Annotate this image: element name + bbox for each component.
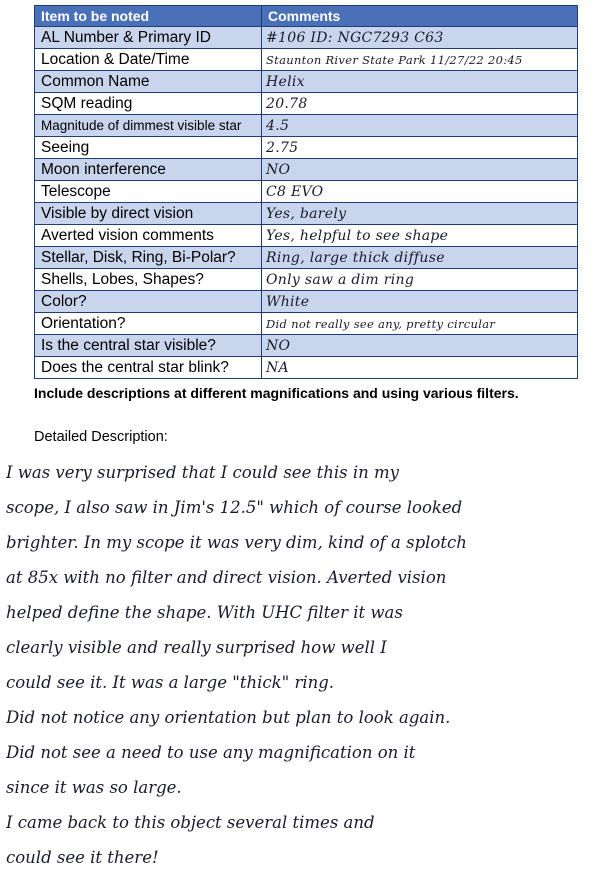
table-row-central-star-visible [35, 335, 578, 357]
item-label: Telescope [35, 181, 262, 203]
comment-value: Yes, helpful to see shape [266, 227, 449, 244]
description-line: I was very surprised that I could see this in my [6, 463, 399, 482]
observation-form-table [34, 5, 578, 379]
item-label: Location & Date/Time [35, 49, 262, 71]
description-line: at 85x with no filter and direct vision. Averted vision [6, 568, 447, 587]
description-line: scope, I also saw in Jim's 12.5" which of course looked [6, 498, 463, 517]
item-label: Magnitude of dimmest visible star [35, 115, 262, 137]
comment-value: Yes, barely [266, 205, 347, 222]
comment-cell [262, 313, 578, 335]
table-row-magnitude [35, 115, 578, 137]
item-label: Visible by direct vision [35, 203, 262, 225]
comment-value: Helix [266, 73, 305, 90]
table-row-moon [35, 159, 578, 181]
comment-value: #106 ID: NGC7293 C63 [266, 29, 444, 46]
comment-value: Did not really see any, pretty circular [266, 316, 496, 331]
table-row-sqm [35, 93, 578, 115]
table-row-stellar-disk [35, 247, 578, 269]
description-line: brighter. In my scope it was very dim, kind of a splotch [6, 533, 467, 552]
table-header-row [35, 6, 578, 27]
instruction-text: Include descriptions at different magnifications and using various filters. [34, 385, 519, 401]
comment-value: White [266, 293, 310, 310]
comment-value: Only saw a dim ring [266, 271, 415, 288]
item-label: Moon interference [35, 159, 262, 181]
comment-cell [262, 291, 578, 313]
table-row-shells-lobes [35, 269, 578, 291]
item-label: Seeing [35, 137, 262, 159]
table-row-color [35, 291, 578, 313]
table-row-central-star-blink [35, 357, 578, 379]
comment-cell [262, 115, 578, 137]
item-label: Does the central star blink? [35, 357, 262, 379]
comment-value: NO [266, 161, 291, 178]
item-label: Color? [35, 291, 262, 313]
description-line: helped define the shape. With UHC filter it was [6, 603, 403, 622]
comment-cell [262, 335, 578, 357]
comment-cell [262, 49, 578, 71]
table-row-seeing [35, 137, 578, 159]
comment-cell [262, 93, 578, 115]
comment-value: 4.5 [266, 117, 290, 134]
table-row-averted-vision [35, 225, 578, 247]
comment-value: 2.75 [266, 139, 299, 156]
comment-cell [262, 247, 578, 269]
description-line: Did not notice any orientation but plan to look again. [6, 708, 451, 727]
comment-cell [262, 71, 578, 93]
comment-cell [262, 137, 578, 159]
item-label: Is the central star visible? [35, 335, 262, 357]
table-row-orientation [35, 313, 578, 335]
comment-value: C8 EVO [266, 183, 324, 200]
item-label: Shells, Lobes, Shapes? [35, 269, 262, 291]
comment-value: NA [266, 359, 289, 376]
item-label: Orientation? [35, 313, 262, 335]
comment-value: NO [266, 337, 291, 354]
description-line: Did not see a need to use any magnification on it [6, 743, 416, 762]
handwritten-description [6, 455, 594, 875]
description-line: I came back to this object several times and [6, 813, 375, 832]
table-row-common-name [35, 71, 578, 93]
header-item: Item to be noted [35, 6, 262, 27]
item-label: Stellar, Disk, Ring, Bi-Polar? [35, 247, 262, 269]
comment-cell [262, 27, 578, 49]
item-label: Averted vision comments [35, 225, 262, 247]
comment-cell [262, 357, 578, 379]
comment-value: 20.78 [266, 95, 308, 112]
description-line: could see it. It was a large "thick" ring. [6, 673, 335, 692]
header-comments: Comments [262, 6, 578, 27]
description-line: could see it there! [6, 848, 159, 867]
description-label: Detailed Description: [34, 429, 168, 445]
comment-cell [262, 181, 578, 203]
table-row-telescope [35, 181, 578, 203]
item-label: AL Number & Primary ID [35, 27, 262, 49]
comment-cell [262, 269, 578, 291]
comment-value: Ring, large thick diffuse [266, 249, 445, 266]
table-row-direct-vision [35, 203, 578, 225]
comment-value: Staunton River State Park 11/27/22 20:45 [266, 52, 523, 67]
comment-cell [262, 203, 578, 225]
comment-cell [262, 159, 578, 181]
description-line: clearly visible and really surprised how well I [6, 638, 387, 657]
item-label: Common Name [35, 71, 262, 93]
table-row-location-date [35, 49, 578, 71]
comment-cell [262, 225, 578, 247]
item-label: SQM reading [35, 93, 262, 115]
table-row-al-number [35, 27, 578, 49]
description-line: since it was so large. [6, 778, 182, 797]
